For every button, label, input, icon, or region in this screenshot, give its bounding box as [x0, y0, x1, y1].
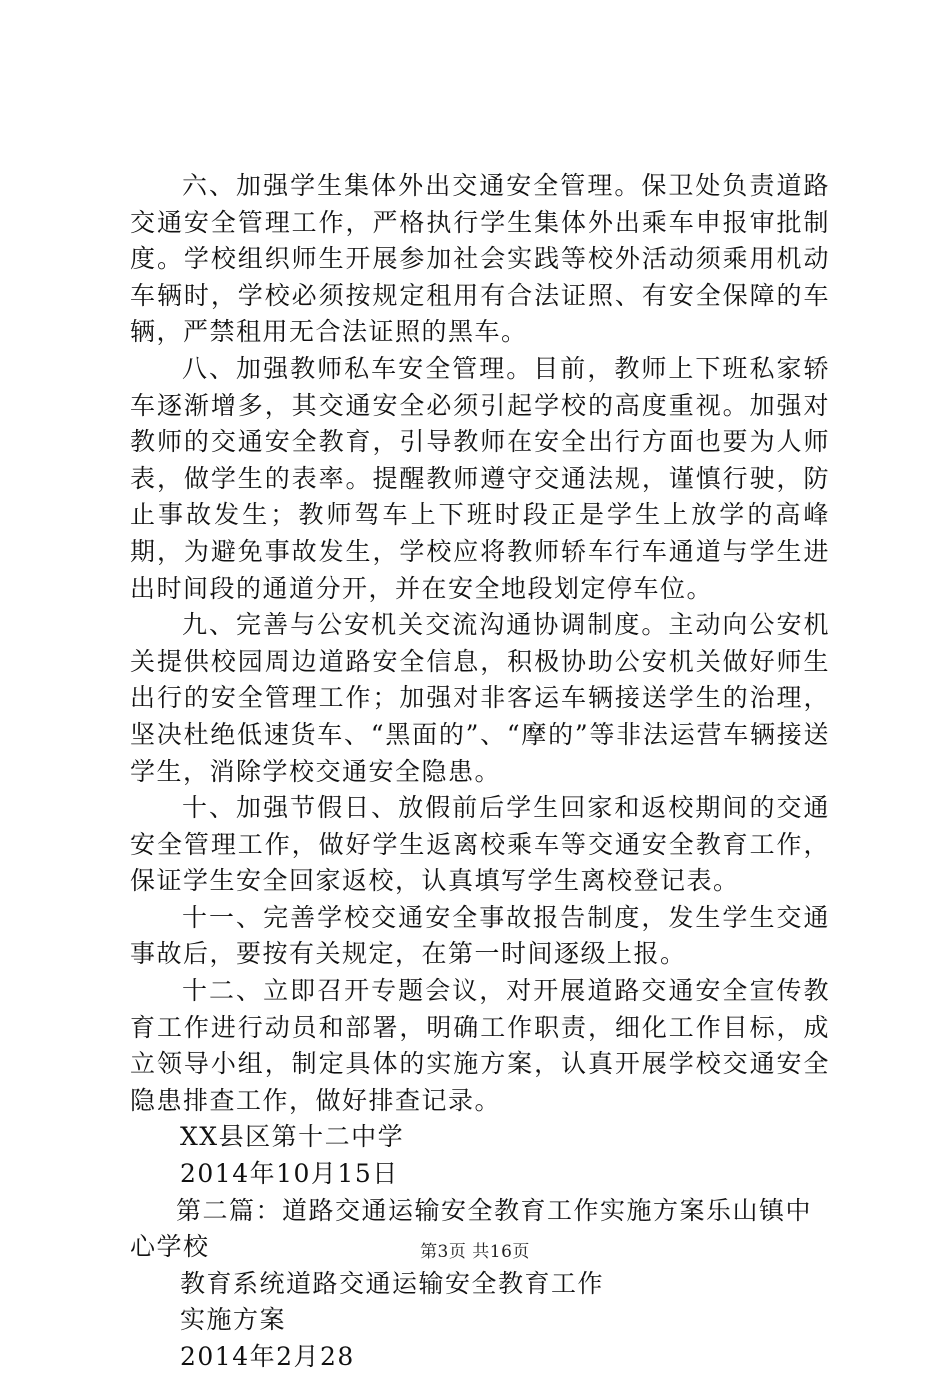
- subtitle-date: 2014年2月28: [180, 1342, 355, 1371]
- page-footer: [0, 1240, 950, 1264]
- section-title: 第二篇：道路交通运输安全教育工作实施方案乐山镇中心学校: [130, 1195, 813, 1262]
- paragraph-8: 八、加强教师私车安全管理。目前，教师上下班私家轿车逐渐增多，其交通安全必须引起学校的高度重视。加强对教师的交通安全教育，引导教师在安全出行方面也要为人师表，做学生的表率。提醒教师遵守交通法规，谨慎行驶，防止事故发生；教师驾车上下班时段正是学生上放学的高峰期，为避免事故发生，学校应将教师轿车行车通道与学生进出时间段的通道分开，并在安全地段划定停车位。: [130, 353, 830, 603]
- subtitle-line-1: 教育系统道路交通运输安全教育工作: [180, 1268, 605, 1298]
- document-body: [130, 168, 830, 1376]
- subtitle-line-2: 实施方案: [180, 1305, 287, 1335]
- paragraph-6: 六、加强学生集体外出交通安全管理。保卫处负责道路交通安全管理工作，严格执行学生集体外出乘车申报审批制度。学校组织师生开展参加社会实践等校外活动须乘用机动车辆时，学校必须按规定租用有合法证照、有安全保障的车辆，严禁租用无合法证照的黑车。: [130, 171, 830, 347]
- signature-organization: XX县区第十二中学: [180, 1122, 405, 1152]
- paragraph-9: 九、完善与公安机关交流沟通协调制度。主动向公安机关提供校园周边道路安全信息，积极协助公安机关做好师生出行的安全管理工作；加强对非客运车辆接送学生的治理，坚决杜绝低速货车、“黑面的”、“摩的”等非法运营车辆接送学生，消除学校交通安全隐患。: [130, 610, 830, 786]
- signature-date: 2014年10月15日: [180, 1159, 399, 1189]
- paragraph-12: 十二、立即召开专题会议，对开展道路交通安全宣传教育工作进行动员和部署，明确工作职责，细化工作目标，成立领导小组，制定具体的实施方案，认真开展学校交通安全隐患排查工作，做好排查记录。: [130, 976, 830, 1115]
- page-indicator: 第3页 共16页: [420, 1242, 530, 1262]
- paragraph-10: 十、加强节假日、放假前后学生回家和返校期间的交通安全管理工作，做好学生返离校乘车等交通安全教育工作，保证学生安全回家返校，认真填写学生离校登记表。: [130, 793, 830, 896]
- paragraph-11: 十一、完善学校交通安全事故报告制度，发生学生交通事故后，要按有关规定，在第一时间逐级上报。: [130, 902, 830, 969]
